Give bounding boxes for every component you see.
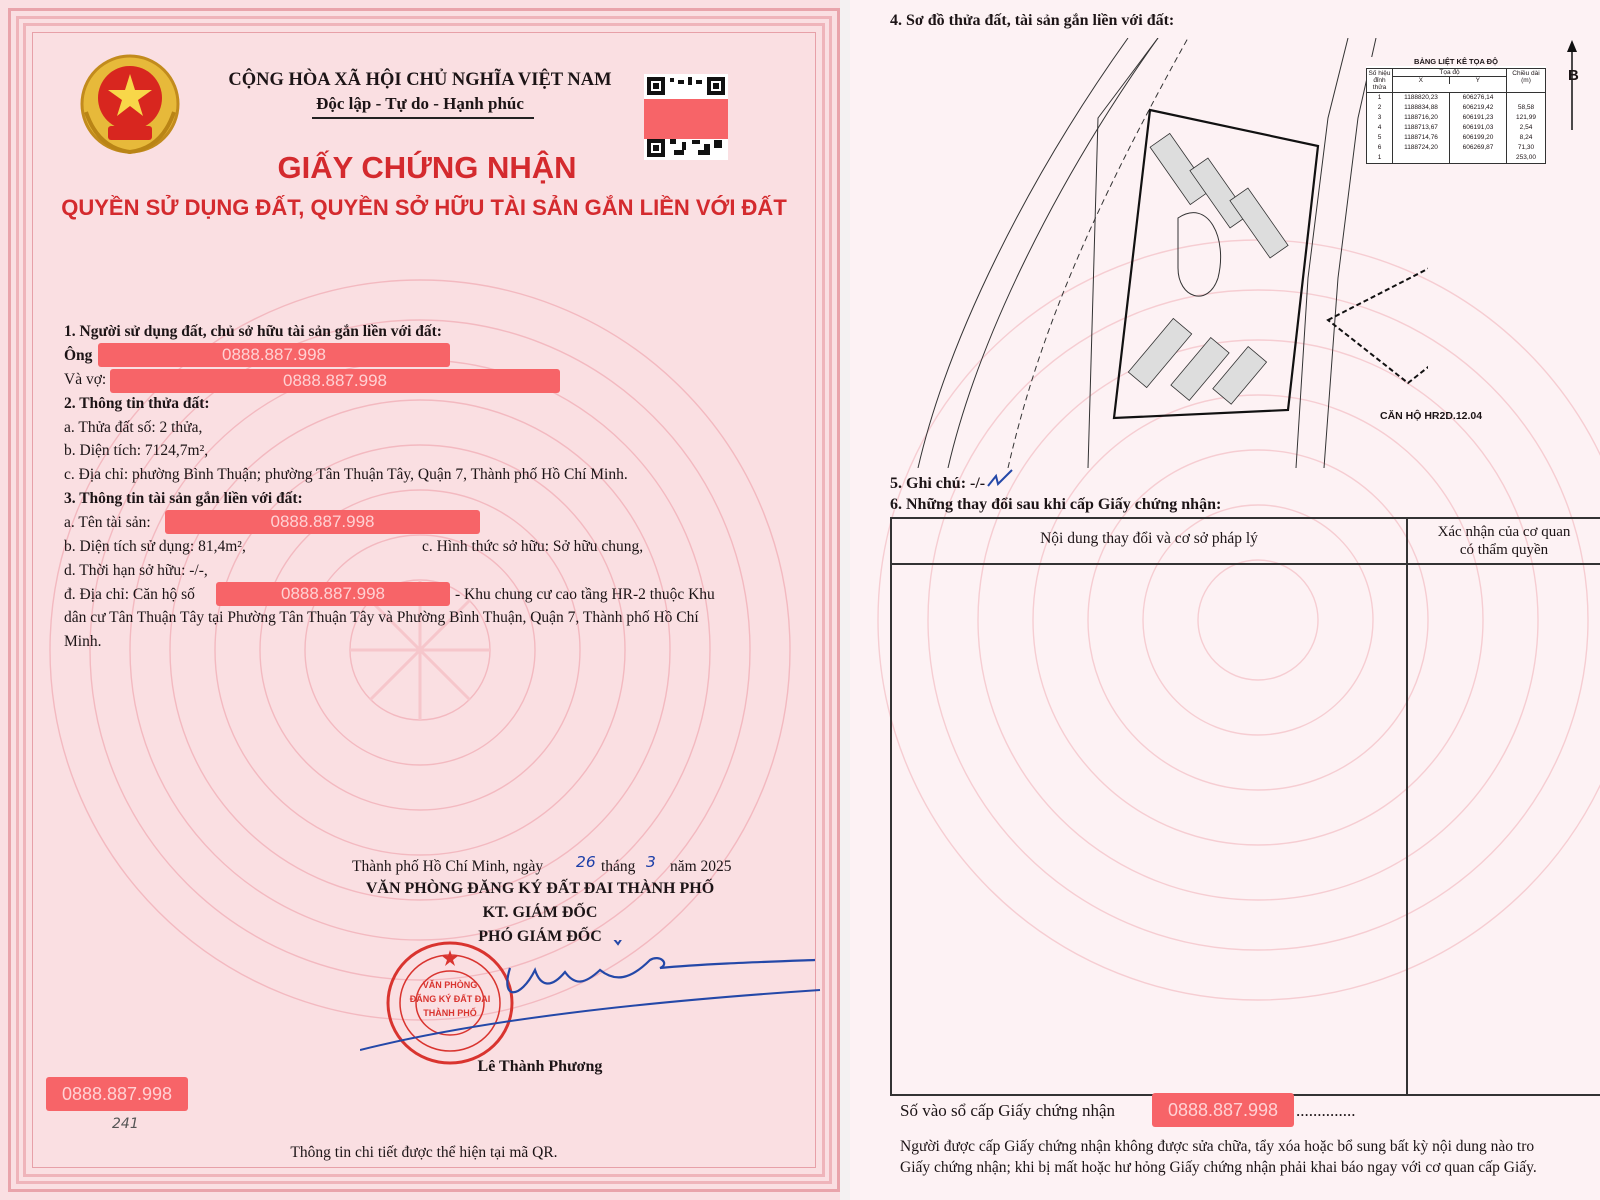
coordinate-table-cell: 5 bbox=[1367, 133, 1393, 143]
issue-month-label: tháng bbox=[601, 858, 636, 875]
spouse-label: Và vợ: bbox=[64, 371, 107, 388]
usage-area: b. Diện tích sử dụng: 81,4m², bbox=[64, 538, 246, 555]
coordinate-table-cell: 6 bbox=[1367, 143, 1393, 153]
changes-column-header: Nội dung thay đổi và cơ sở pháp lý bbox=[1040, 530, 1258, 547]
register-book-dots: .............. bbox=[1296, 1101, 1356, 1120]
asset-name-label: a. Tên tài sản: bbox=[64, 514, 151, 531]
coordinate-table-cell: 1188724,20 bbox=[1393, 143, 1450, 153]
asset-name-redaction: 0888.887.998 bbox=[165, 510, 480, 534]
register-book-label: Số vào sổ cấp Giấy chứng nhận bbox=[900, 1101, 1116, 1120]
coordinate-table-row bbox=[1367, 143, 1545, 153]
section-1-heading: 1. Người sử dụng đất, chủ sở hữu tài sản gắn liền với đất: bbox=[64, 323, 442, 340]
parcel-number: a. Thửa đất số: 2 thửa, bbox=[64, 419, 203, 436]
coordinate-table-header bbox=[1367, 69, 1545, 93]
coord-col-x: X bbox=[1393, 77, 1450, 84]
issue-year: năm 2025 bbox=[670, 858, 732, 875]
coordinate-table-cell: 4 bbox=[1367, 123, 1393, 133]
coordinate-table-cell: 1 bbox=[1367, 93, 1393, 103]
spouse-name-redaction: 0888.887.998 bbox=[110, 369, 560, 393]
coordinate-table-row bbox=[1367, 103, 1545, 113]
coordinate-table-row bbox=[1367, 133, 1545, 143]
coordinate-table-cell: 1188834,88 bbox=[1393, 103, 1450, 113]
coordinate-table-cell: 2,54 bbox=[1519, 124, 1533, 131]
owner-label: Ông bbox=[64, 347, 93, 364]
coordinate-table-title: BẢNG LIỆT KÊ TỌA ĐỘ bbox=[1366, 57, 1546, 66]
qr-serial-redaction bbox=[644, 99, 728, 139]
handwritten-book-number: 241 bbox=[112, 1116, 139, 1132]
north-arrow-icon bbox=[1560, 40, 1584, 134]
on-behalf-director: KT. GIÁM ĐỐC bbox=[482, 904, 598, 921]
coordinate-table bbox=[1366, 57, 1546, 164]
certificate-subtitle: QUYỀN SỬ DỤNG ĐẤT, QUYỀN SỞ HỮU TÀI SẢN GẮN LIỀN VỚI ĐẤT bbox=[61, 195, 787, 220]
issue-date-prefix: Thành phố Hồ Chí Minh, ngày bbox=[352, 858, 544, 875]
certificate-back-page bbox=[848, 0, 1600, 1200]
footer-warning-line2: Giấy chứng nhận; khi bị mất hoặc hư hỏng Giấy chứng nhận phải khai báo ngay với cơ quan cấp Giấy. bbox=[900, 1159, 1537, 1176]
motto-underline bbox=[312, 117, 534, 119]
coord-col-y: Y bbox=[1475, 77, 1480, 84]
national-emblem-icon bbox=[78, 52, 182, 156]
notes-label: 5. Ghi chú: -/- bbox=[890, 475, 986, 492]
national-name: CỘNG HÒA XÃ HỘI CHỦ NGHĨA VIỆT NAM bbox=[228, 70, 612, 90]
land-parcel-map bbox=[888, 38, 1428, 468]
coordinate-table-row bbox=[1367, 153, 1545, 163]
qr-note: Thông tin chi tiết được thể hiện tại mã QR. bbox=[290, 1144, 558, 1161]
coordinate-table-cell: 71,30 bbox=[1517, 144, 1535, 151]
asset-address-label: đ. Địa chỉ: Căn hộ số bbox=[64, 586, 195, 603]
issuing-office: VĂN PHÒNG ĐĂNG KÝ ĐẤT ĐAI THÀNH PHỐ bbox=[365, 880, 715, 897]
coordinate-table-row bbox=[1367, 113, 1545, 123]
asset-address-line3: Minh. bbox=[64, 633, 102, 650]
apartment-map-label: CĂN HỘ HR2D.12.04 bbox=[1380, 410, 1483, 422]
apartment-number-redaction: 0888.887.998 bbox=[216, 582, 450, 606]
section-6-heading: 6. Những thay đổi sau khi cấp Giấy chứng nhận: bbox=[890, 496, 1222, 513]
authority-column-header-line1: Xác nhận của cơ quan bbox=[1437, 524, 1571, 540]
coordinate-table-row bbox=[1367, 123, 1545, 133]
certificate-title: GIẤY CHỨNG NHẬN bbox=[277, 150, 577, 185]
coordinate-table-cell: 58,58 bbox=[1517, 104, 1535, 111]
svg-text:THÀNH PHỐ: THÀNH PHỐ bbox=[423, 1008, 477, 1018]
coordinate-table-cell: 1188714,76 bbox=[1393, 133, 1450, 143]
footer-warning-line1: Người được cấp Giấy chứng nhận không được sửa chữa, tẩy xóa hoặc bổ sung bất kỳ nội dung nào tro bbox=[900, 1138, 1535, 1155]
asset-address-rest: - Khu chung cư cao tầng HR-2 thuộc Khu bbox=[455, 586, 715, 603]
owner-name-redaction: 0888.887.998 bbox=[98, 343, 450, 367]
coord-col-coords: Tọa độ bbox=[1393, 69, 1506, 77]
deputy-director: PHÓ GIÁM ĐỐC bbox=[478, 928, 602, 945]
coordinate-table-cell: 3 bbox=[1367, 113, 1393, 123]
coordinate-table-cell: 606219,42 bbox=[1450, 103, 1507, 113]
handwritten-mark-icon bbox=[986, 468, 1016, 490]
issue-day: 26 bbox=[576, 853, 596, 871]
north-label: B bbox=[1568, 67, 1579, 84]
coord-col-length: Chiều dài (m) bbox=[1512, 70, 1540, 84]
parcel-area: b. Diện tích: 7124,7m², bbox=[64, 442, 209, 459]
motto: Độc lập - Tự do - Hạnh phúc bbox=[316, 94, 524, 113]
coordinate-table-cell: 253,00 bbox=[1516, 154, 1536, 161]
coordinate-table-cell: 606269,87 bbox=[1450, 143, 1507, 153]
coordinate-table-cell: 1188820,23 bbox=[1393, 93, 1450, 103]
signature-icon bbox=[360, 940, 830, 1070]
issue-month: 3 bbox=[646, 853, 656, 871]
coordinate-table-cell bbox=[1393, 153, 1450, 163]
coord-col-point: Số hiệu đỉnh thửa bbox=[1367, 69, 1393, 92]
coordinate-table-cell: 606199,20 bbox=[1450, 133, 1507, 143]
coordinate-table-cell: 1 bbox=[1367, 153, 1393, 163]
ownership-term: d. Thời hạn sở hữu: -/-, bbox=[64, 562, 208, 579]
signer-name: Lê Thành Phương bbox=[477, 1058, 603, 1075]
coordinate-table-cell: 8,24 bbox=[1519, 134, 1533, 141]
coordinate-table-cell: 606191,23 bbox=[1450, 113, 1507, 123]
authority-column-header-line2: có thẩm quyền bbox=[1459, 542, 1549, 558]
coordinate-table-cell: 606276,14 bbox=[1450, 93, 1507, 103]
section-2-heading: 2. Thông tin thửa đất: bbox=[64, 395, 210, 412]
coordinate-table-cell: 1188713,67 bbox=[1393, 123, 1450, 133]
svg-text:ĐĂNG KÝ ĐẤT ĐAI: ĐĂNG KÝ ĐẤT ĐAI bbox=[409, 994, 491, 1004]
coordinate-table-row bbox=[1367, 93, 1545, 103]
svg-text:VĂN PHÒNG: VĂN PHÒNG bbox=[422, 980, 478, 990]
asset-address-line2: dân cư Tân Thuận Tây tại Phường Tân Thuận Tây và Phường Bình Thuận, Quận 7, Thành phố Hồ Chí bbox=[64, 609, 699, 626]
coordinate-table-cell: 121,99 bbox=[1516, 114, 1536, 121]
coordinate-table-cell: 2 bbox=[1367, 103, 1393, 113]
page-divider bbox=[840, 0, 850, 1200]
section-3-heading: 3. Thông tin tài sản gắn liền với đất: bbox=[64, 490, 303, 507]
coordinate-table-cell bbox=[1507, 93, 1545, 103]
coordinate-table-cell: 606191,03 bbox=[1450, 123, 1507, 133]
section-4-heading: 4. Sơ đồ thửa đất, tài sản gắn liền với đất: bbox=[890, 12, 1175, 29]
coordinate-table-cell: 1188716,20 bbox=[1393, 113, 1450, 123]
certificate-number-redaction: 0888.887.998 bbox=[46, 1077, 188, 1111]
register-number-redaction: 0888.887.998 bbox=[1152, 1093, 1294, 1127]
coordinate-table-cell bbox=[1450, 153, 1507, 163]
ownership-form: c. Hình thức sở hữu: Sở hữu chung, bbox=[422, 538, 644, 555]
parcel-address: c. Địa chỉ: phường Bình Thuận; phường Tân Thuận Tây, Quận 7, Thành phố Hồ Chí Minh. bbox=[64, 466, 628, 483]
